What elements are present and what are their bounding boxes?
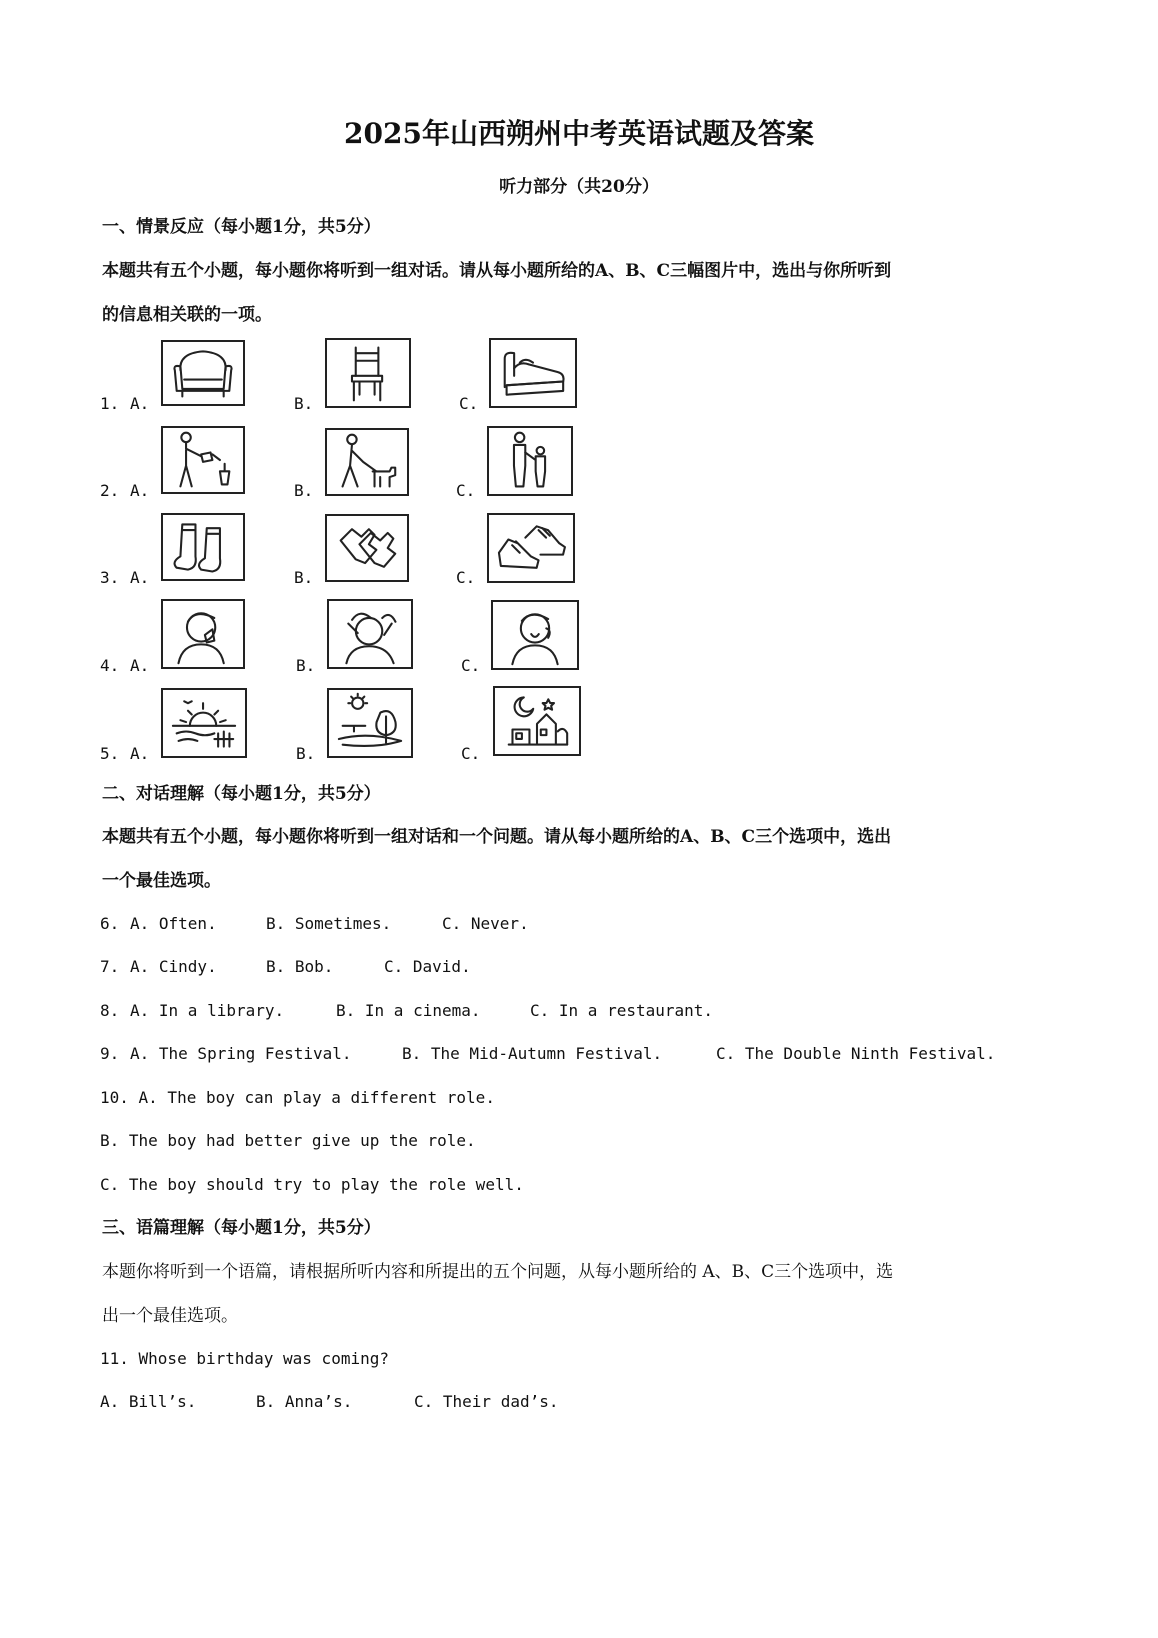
option-a-label: A. (130, 656, 150, 675)
option-b-label: B. (294, 394, 314, 413)
question-number: 4. (100, 656, 120, 675)
question-number: 1. (100, 394, 120, 413)
section3-instruction-line1: 本题你将听到一个语篇，请根据所听内容和所提出的五个问题，从每小题所给的 A、B、C三个选项中，选 (102, 1262, 894, 1282)
bed-icon[interactable] (489, 338, 577, 408)
q7-option-c: C. David. (384, 957, 471, 976)
sneakers-icon[interactable] (487, 513, 575, 583)
question-number: 6. (100, 914, 120, 933)
q7-option-a: A. Cindy. (130, 957, 217, 976)
option-a-label: A. (130, 568, 150, 587)
night-house-icon[interactable] (493, 686, 581, 756)
q9-option-b: B. The Mid-Autumn Festival. (402, 1044, 663, 1063)
q8-option-b: B. In a cinema. (336, 1001, 481, 1020)
question-number: 2. (100, 481, 120, 500)
page-subtitle: 听力部分（共20分） (499, 177, 659, 197)
q6-option-b: B. Sometimes. (266, 914, 392, 933)
question-number: 3. (100, 568, 120, 587)
q10-option-c: C. The boy should try to play the role well. (100, 1175, 524, 1194)
socks-icon[interactable] (161, 513, 245, 581)
boy-with-toothache-icon[interactable] (491, 600, 579, 670)
boy-with-headache-icon[interactable] (327, 599, 413, 669)
q8-option-a: A. In a library. (130, 1001, 285, 1020)
q6-option-c: C. Never. (442, 914, 529, 933)
question-number: 7. (100, 957, 120, 976)
person-walking-dog-icon[interactable] (325, 428, 409, 496)
section1-instruction-line1: 本题共有五个小题，每小题你将听到一组对话。请从每小题所给的A、B、C三幅图片中，选出与你所听到 (102, 261, 892, 281)
option-a-label: A. (130, 481, 150, 500)
option-b-label: B. (294, 481, 314, 500)
chair-icon[interactable] (325, 338, 411, 408)
q7-option-b: B. Bob. (266, 957, 334, 976)
option-c-label: C. (456, 481, 476, 500)
q9-option-a: A. The Spring Festival. (130, 1044, 352, 1063)
question-number: 9. (100, 1044, 120, 1063)
gloves-icon[interactable] (325, 514, 409, 582)
question-number: 8. (100, 1001, 120, 1020)
boy-coughing-icon[interactable] (161, 599, 245, 669)
option-b-label: B. (296, 656, 316, 675)
option-b-label: B. (296, 744, 316, 763)
q11-option-b: B. Anna’s. (256, 1392, 353, 1411)
section3-instruction-line2: 出一个最佳选项。 (102, 1306, 238, 1326)
q8-option-c: C. In a restaurant. (530, 1001, 714, 1020)
section1-instruction-line2: 的信息相关联的一项。 (102, 305, 272, 325)
q9-option-c: C. The Double Ninth Festival. (716, 1044, 996, 1063)
sunrise-icon[interactable] (161, 688, 247, 758)
q11-option-c: C. Their dad’s. (414, 1392, 559, 1411)
person-watering-plant-icon[interactable] (161, 426, 245, 494)
question-number: 5. (100, 744, 120, 763)
option-b-label: B. (294, 568, 314, 587)
section2-instruction-line1: 本题共有五个小题，每小题你将听到一组对话和一个问题。请从每小题所给的A、B、C三个选项中，选出 (102, 827, 892, 847)
q10-option-a: 10. A. The boy can play a different role. (100, 1088, 495, 1107)
section2-heading: 二、对话理解（每小题1分，共5分） (102, 784, 381, 804)
page-title: 2025年山西朔州中考英语试题及答案 (344, 117, 814, 150)
parent-and-child-icon[interactable] (487, 426, 573, 496)
option-c-label: C. (461, 744, 481, 763)
option-c-label: C. (456, 568, 476, 587)
section3-heading: 三、语篇理解（每小题1分，共5分） (102, 1218, 381, 1238)
armchair-icon[interactable] (161, 340, 245, 406)
option-c-label: C. (461, 656, 481, 675)
q11-question: 11. Whose birthday was coming? (100, 1349, 389, 1368)
q6-option-a: A. Often. (130, 914, 217, 933)
q11-option-a: A. Bill’s. (100, 1392, 197, 1411)
option-a-label: A. (130, 744, 150, 763)
option-a-label: A. (130, 394, 150, 413)
section2-instruction-line2: 一个最佳选项。 (102, 871, 221, 891)
q10-option-b: B. The boy had better give up the role. (100, 1131, 476, 1150)
sunny-park-icon[interactable] (327, 688, 413, 758)
section1-heading: 一、情景反应（每小题1分，共5分） (102, 217, 381, 237)
option-c-label: C. (459, 394, 479, 413)
